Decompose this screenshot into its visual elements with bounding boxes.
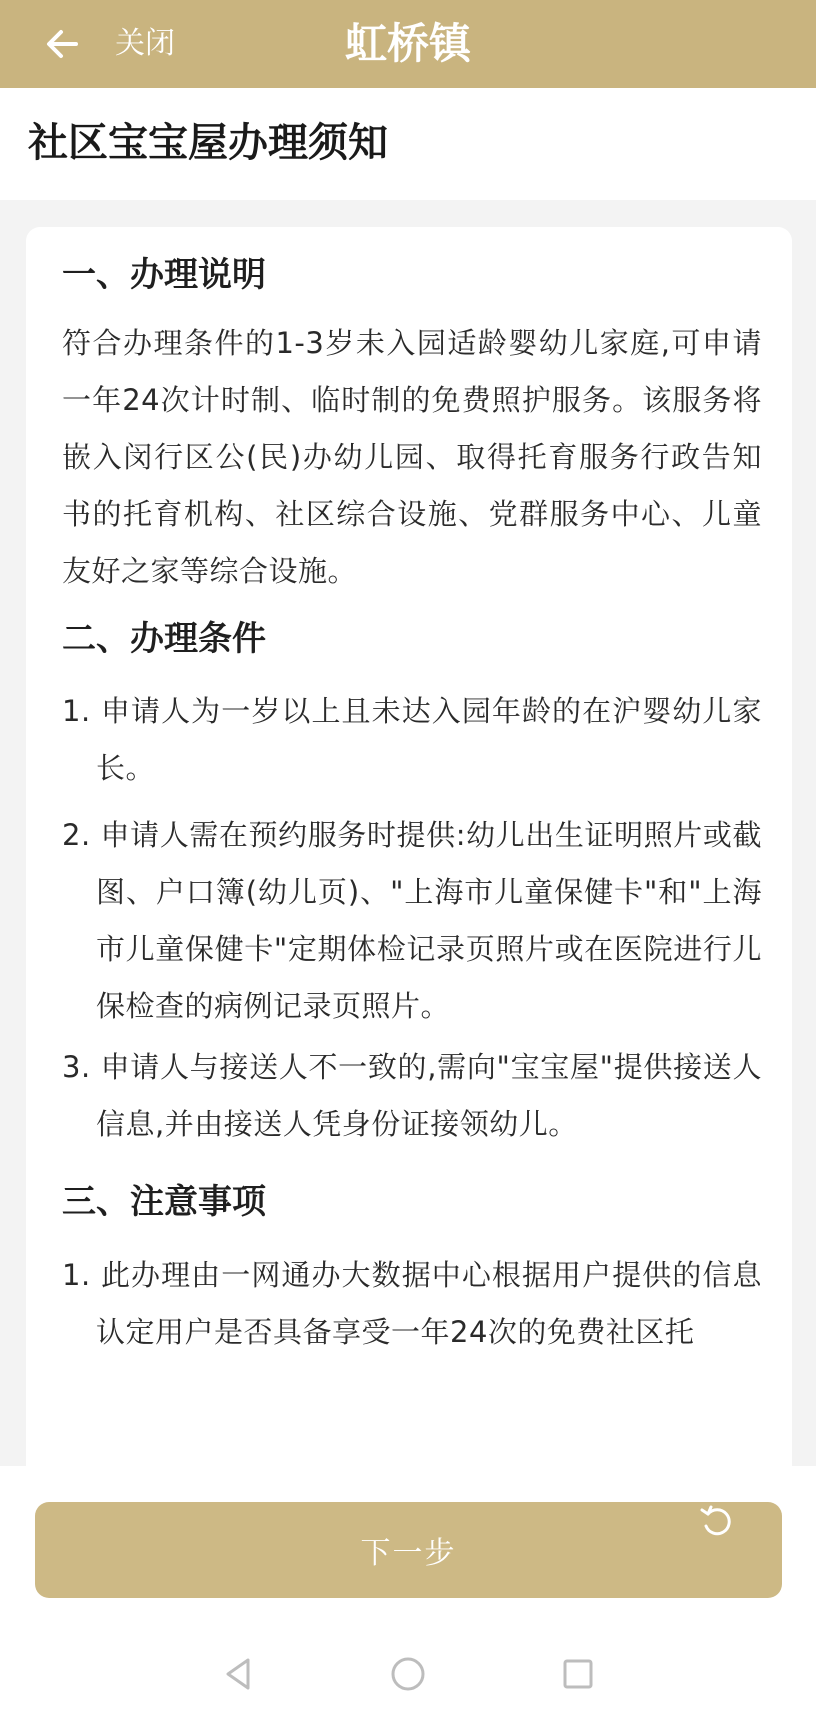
condition-item-2: 2. 申请人需在预约服务时提供:幼儿出生证明照片或截图、户口簿(幼儿页)、"上海市儿童保健卡"和"上海市儿童保健卡"定期体检记录页照片或在医院进行儿保检查的病例记录页照片。 [62, 818, 762, 1023]
notes-item-1: 1. 此办理由一网通办大数据中心根据用户提供的信息认定用户是否具备享受一年24次的免费社区托 [62, 1258, 762, 1349]
section-heading-instructions: 一、办理说明 [62, 255, 266, 295]
page-title-band [0, 88, 816, 200]
page-title: 社区宝宝屋办理须知 [28, 120, 388, 166]
bottom-action-bar [0, 1466, 816, 1630]
square-recent-icon [561, 1657, 595, 1691]
next-step-button[interactable] [35, 1502, 782, 1598]
close-link[interactable]: 关闭 [115, 26, 175, 61]
condition-item-3: 3. 申请人与接送人不一致的,需向"宝宝屋"提供接送人信息,并由接送人凭身份证接领幼儿。 [62, 1050, 762, 1141]
circle-home-icon [390, 1656, 426, 1692]
notice-card [26, 227, 792, 1527]
system-nav-bar [0, 1630, 816, 1719]
system-home-button[interactable] [386, 1652, 430, 1696]
top-nav-bar [0, 0, 816, 88]
section-heading-notes: 三、注意事项 [62, 1182, 266, 1222]
system-back-button[interactable] [216, 1652, 260, 1696]
condition-item-1: 1. 申请人为一岁以上且未达入园年龄的在沪婴幼儿家长。 [62, 694, 762, 785]
refresh-button[interactable] [690, 1494, 744, 1548]
refresh-icon [698, 1502, 736, 1540]
section-paragraph-instructions: 符合办理条件的1-3岁未入园适龄婴幼儿家庭,可申请一年24次计时制、临时制的免费照护服务。该服务将嵌入闵行区公(民)办幼儿园、取得托育服务行政告知书的托育机构、社区综合设施、党群服务中心、儿童友好之家等综合设施。 [62, 326, 762, 588]
system-recent-button[interactable] [556, 1652, 600, 1696]
triangle-back-icon [222, 1657, 254, 1691]
nav-title: 虹桥镇 [344, 19, 471, 68]
next-step-label: 下一步 [360, 1536, 457, 1571]
section-heading-conditions: 二、办理条件 [62, 619, 266, 659]
